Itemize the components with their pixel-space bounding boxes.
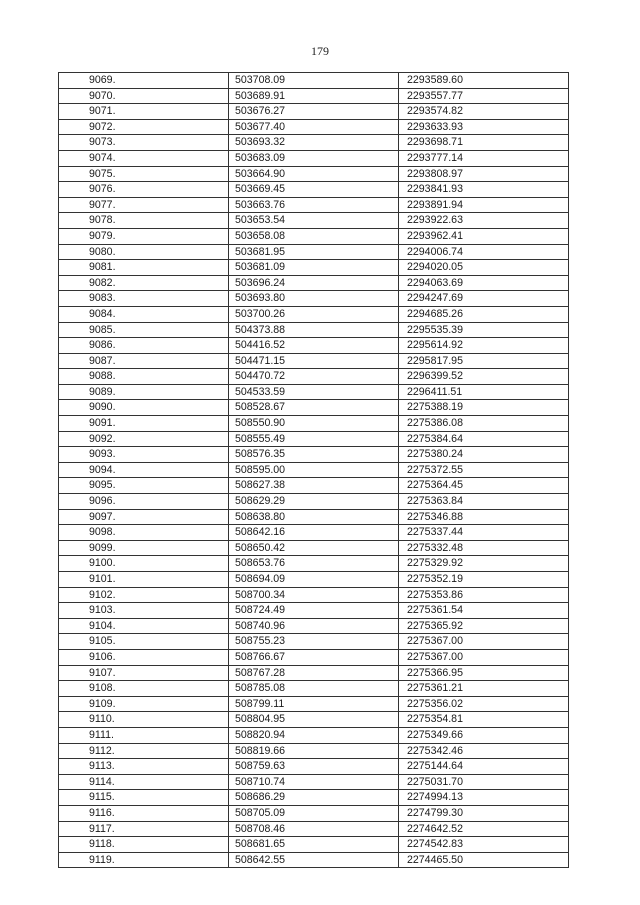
y-coordinate-cell: 2275144.64 xyxy=(399,759,569,775)
table-row xyxy=(59,634,569,650)
serial-number-cell: 9118. xyxy=(59,837,229,853)
serial-number-cell: 9069. xyxy=(59,73,229,89)
x-coordinate-cell: 508740.96 xyxy=(229,618,399,634)
table-row xyxy=(59,556,569,572)
table-row xyxy=(59,244,569,260)
x-coordinate-cell: 508820.94 xyxy=(229,727,399,743)
serial-number-cell: 9113. xyxy=(59,759,229,775)
serial-number-cell: 9083. xyxy=(59,291,229,307)
table-row xyxy=(59,790,569,806)
y-coordinate-cell: 2274542.83 xyxy=(399,837,569,853)
serial-number-cell: 9104. xyxy=(59,618,229,634)
y-coordinate-cell: 2295614.92 xyxy=(399,338,569,354)
x-coordinate-cell: 504373.88 xyxy=(229,322,399,338)
y-coordinate-cell: 2275329.92 xyxy=(399,556,569,572)
serial-number-cell: 9073. xyxy=(59,135,229,151)
y-coordinate-cell: 2293841.93 xyxy=(399,182,569,198)
serial-number-cell: 9089. xyxy=(59,384,229,400)
table-row xyxy=(59,416,569,432)
x-coordinate-cell: 503653.54 xyxy=(229,213,399,229)
y-coordinate-cell: 2294020.05 xyxy=(399,260,569,276)
serial-number-cell: 9074. xyxy=(59,150,229,166)
serial-number-cell: 9098. xyxy=(59,525,229,541)
x-coordinate-cell: 503681.09 xyxy=(229,260,399,276)
x-coordinate-cell: 508724.49 xyxy=(229,603,399,619)
table-row xyxy=(59,821,569,837)
serial-number-cell: 9102. xyxy=(59,587,229,603)
serial-number-cell: 9112. xyxy=(59,743,229,759)
y-coordinate-cell: 2293589.60 xyxy=(399,73,569,89)
y-coordinate-cell: 2293922.63 xyxy=(399,213,569,229)
y-coordinate-cell: 2275361.21 xyxy=(399,681,569,697)
table-row xyxy=(59,727,569,743)
x-coordinate-cell: 503689.91 xyxy=(229,88,399,104)
table-row xyxy=(59,759,569,775)
table-row xyxy=(59,603,569,619)
y-coordinate-cell: 2275363.84 xyxy=(399,494,569,510)
table-row xyxy=(59,852,569,868)
x-coordinate-cell: 503683.09 xyxy=(229,150,399,166)
x-coordinate-cell: 508555.49 xyxy=(229,431,399,447)
y-coordinate-cell: 2295535.39 xyxy=(399,322,569,338)
serial-number-cell: 9115. xyxy=(59,790,229,806)
table-row xyxy=(59,525,569,541)
table-row xyxy=(59,260,569,276)
serial-number-cell: 9111. xyxy=(59,727,229,743)
page-number: 179 xyxy=(311,44,329,58)
y-coordinate-cell: 2275354.81 xyxy=(399,712,569,728)
table-row xyxy=(59,837,569,853)
x-coordinate-cell: 508653.76 xyxy=(229,556,399,572)
serial-number-cell: 9100. xyxy=(59,556,229,572)
x-coordinate-cell: 503681.95 xyxy=(229,244,399,260)
y-coordinate-cell: 2275349.66 xyxy=(399,727,569,743)
table-row xyxy=(59,213,569,229)
y-coordinate-cell: 2274799.30 xyxy=(399,805,569,821)
table-row xyxy=(59,400,569,416)
table-row xyxy=(59,353,569,369)
serial-number-cell: 9116. xyxy=(59,805,229,821)
x-coordinate-cell: 503663.76 xyxy=(229,197,399,213)
y-coordinate-cell: 2275388.19 xyxy=(399,400,569,416)
y-coordinate-cell: 2274994.13 xyxy=(399,790,569,806)
table-row xyxy=(59,447,569,463)
x-coordinate-cell: 508785.08 xyxy=(229,681,399,697)
table-row xyxy=(59,88,569,104)
y-coordinate-cell: 2293698.71 xyxy=(399,135,569,151)
table-row xyxy=(59,805,569,821)
x-coordinate-cell: 504471.15 xyxy=(229,353,399,369)
y-coordinate-cell: 2293557.77 xyxy=(399,88,569,104)
y-coordinate-cell: 2275367.00 xyxy=(399,649,569,665)
x-coordinate-cell: 508550.90 xyxy=(229,416,399,432)
serial-number-cell: 9084. xyxy=(59,306,229,322)
serial-number-cell: 9119. xyxy=(59,852,229,868)
table-row xyxy=(59,774,569,790)
serial-number-cell: 9076. xyxy=(59,182,229,198)
serial-number-cell: 9108. xyxy=(59,681,229,697)
y-coordinate-cell: 2275384.64 xyxy=(399,431,569,447)
y-coordinate-cell: 2275365.92 xyxy=(399,618,569,634)
table-row xyxy=(59,166,569,182)
y-coordinate-cell: 2275346.88 xyxy=(399,509,569,525)
table-row xyxy=(59,478,569,494)
x-coordinate-cell: 508767.28 xyxy=(229,665,399,681)
coordinates-table xyxy=(58,72,569,868)
table-row xyxy=(59,494,569,510)
table-row xyxy=(59,228,569,244)
serial-number-cell: 9105. xyxy=(59,634,229,650)
table-row xyxy=(59,743,569,759)
table-row xyxy=(59,369,569,385)
y-coordinate-cell: 2293633.93 xyxy=(399,119,569,135)
y-coordinate-cell: 2275352.19 xyxy=(399,572,569,588)
x-coordinate-cell: 508799.11 xyxy=(229,696,399,712)
x-coordinate-cell: 503696.24 xyxy=(229,275,399,291)
y-coordinate-cell: 2294247.69 xyxy=(399,291,569,307)
serial-number-cell: 9071. xyxy=(59,104,229,120)
y-coordinate-cell: 2275337.44 xyxy=(399,525,569,541)
table-row xyxy=(59,73,569,89)
y-coordinate-cell: 2275356.02 xyxy=(399,696,569,712)
serial-number-cell: 9090. xyxy=(59,400,229,416)
x-coordinate-cell: 508629.29 xyxy=(229,494,399,510)
y-coordinate-cell: 2293574.82 xyxy=(399,104,569,120)
x-coordinate-cell: 508804.95 xyxy=(229,712,399,728)
serial-number-cell: 9101. xyxy=(59,572,229,588)
y-coordinate-cell: 2275372.55 xyxy=(399,462,569,478)
serial-number-cell: 9114. xyxy=(59,774,229,790)
x-coordinate-cell: 508700.34 xyxy=(229,587,399,603)
x-coordinate-cell: 503664.90 xyxy=(229,166,399,182)
x-coordinate-cell: 508694.09 xyxy=(229,572,399,588)
table-row xyxy=(59,275,569,291)
y-coordinate-cell: 2275332.48 xyxy=(399,540,569,556)
serial-number-cell: 9085. xyxy=(59,322,229,338)
table-row xyxy=(59,197,569,213)
y-coordinate-cell: 2294006.74 xyxy=(399,244,569,260)
table-row xyxy=(59,135,569,151)
y-coordinate-cell: 2293808.97 xyxy=(399,166,569,182)
y-coordinate-cell: 2275353.86 xyxy=(399,587,569,603)
serial-number-cell: 9081. xyxy=(59,260,229,276)
x-coordinate-cell: 503693.80 xyxy=(229,291,399,307)
x-coordinate-cell: 503693.32 xyxy=(229,135,399,151)
serial-number-cell: 9093. xyxy=(59,447,229,463)
x-coordinate-cell: 508766.67 xyxy=(229,649,399,665)
x-coordinate-cell: 508642.16 xyxy=(229,525,399,541)
y-coordinate-cell: 2293962.41 xyxy=(399,228,569,244)
coordinates-table-body xyxy=(59,73,569,868)
x-coordinate-cell: 508686.29 xyxy=(229,790,399,806)
x-coordinate-cell: 508627.38 xyxy=(229,478,399,494)
serial-number-cell: 9099. xyxy=(59,540,229,556)
y-coordinate-cell: 2293777.14 xyxy=(399,150,569,166)
serial-number-cell: 9091. xyxy=(59,416,229,432)
serial-number-cell: 9088. xyxy=(59,369,229,385)
serial-number-cell: 9110. xyxy=(59,712,229,728)
serial-number-cell: 9075. xyxy=(59,166,229,182)
x-coordinate-cell: 508595.00 xyxy=(229,462,399,478)
serial-number-cell: 9109. xyxy=(59,696,229,712)
y-coordinate-cell: 2275380.24 xyxy=(399,447,569,463)
y-coordinate-cell: 2275361.54 xyxy=(399,603,569,619)
y-coordinate-cell: 2275366.95 xyxy=(399,665,569,681)
x-coordinate-cell: 508681.65 xyxy=(229,837,399,853)
table-row xyxy=(59,291,569,307)
serial-number-cell: 9082. xyxy=(59,275,229,291)
x-coordinate-cell: 504470.72 xyxy=(229,369,399,385)
table-row xyxy=(59,462,569,478)
y-coordinate-cell: 2275364.45 xyxy=(399,478,569,494)
serial-number-cell: 9106. xyxy=(59,649,229,665)
serial-number-cell: 9107. xyxy=(59,665,229,681)
table-row xyxy=(59,150,569,166)
x-coordinate-cell: 508576.35 xyxy=(229,447,399,463)
y-coordinate-cell: 2275386.08 xyxy=(399,416,569,432)
serial-number-cell: 9079. xyxy=(59,228,229,244)
x-coordinate-cell: 508705.09 xyxy=(229,805,399,821)
table-row xyxy=(59,665,569,681)
table-row xyxy=(59,306,569,322)
y-coordinate-cell: 2275031.70 xyxy=(399,774,569,790)
x-coordinate-cell: 503676.27 xyxy=(229,104,399,120)
table-row xyxy=(59,712,569,728)
table-row xyxy=(59,338,569,354)
x-coordinate-cell: 508650.42 xyxy=(229,540,399,556)
y-coordinate-cell: 2294685.26 xyxy=(399,306,569,322)
x-coordinate-cell: 508528.67 xyxy=(229,400,399,416)
table-row xyxy=(59,322,569,338)
x-coordinate-cell: 508638.80 xyxy=(229,509,399,525)
x-coordinate-cell: 508759.63 xyxy=(229,759,399,775)
y-coordinate-cell: 2274642.52 xyxy=(399,821,569,837)
table-row xyxy=(59,572,569,588)
x-coordinate-cell: 508819.66 xyxy=(229,743,399,759)
table-row xyxy=(59,587,569,603)
y-coordinate-cell: 2295817.95 xyxy=(399,353,569,369)
serial-number-cell: 9103. xyxy=(59,603,229,619)
x-coordinate-cell: 503708.09 xyxy=(229,73,399,89)
x-coordinate-cell: 508642.55 xyxy=(229,852,399,868)
serial-number-cell: 9092. xyxy=(59,431,229,447)
y-coordinate-cell: 2296411.51 xyxy=(399,384,569,400)
x-coordinate-cell: 504416.52 xyxy=(229,338,399,354)
x-coordinate-cell: 508710.74 xyxy=(229,774,399,790)
serial-number-cell: 9094. xyxy=(59,462,229,478)
serial-number-cell: 9086. xyxy=(59,338,229,354)
x-coordinate-cell: 503658.08 xyxy=(229,228,399,244)
serial-number-cell: 9087. xyxy=(59,353,229,369)
table-row xyxy=(59,618,569,634)
serial-number-cell: 9117. xyxy=(59,821,229,837)
serial-number-cell: 9077. xyxy=(59,197,229,213)
x-coordinate-cell: 508755.23 xyxy=(229,634,399,650)
table-row xyxy=(59,509,569,525)
serial-number-cell: 9080. xyxy=(59,244,229,260)
table-row xyxy=(59,119,569,135)
table-row xyxy=(59,540,569,556)
table-row xyxy=(59,182,569,198)
y-coordinate-cell: 2275367.00 xyxy=(399,634,569,650)
x-coordinate-cell: 504533.59 xyxy=(229,384,399,400)
y-coordinate-cell: 2293891.94 xyxy=(399,197,569,213)
serial-number-cell: 9095. xyxy=(59,478,229,494)
x-coordinate-cell: 503700.26 xyxy=(229,306,399,322)
table-row xyxy=(59,681,569,697)
y-coordinate-cell: 2296399.52 xyxy=(399,369,569,385)
table-row xyxy=(59,384,569,400)
serial-number-cell: 9072. xyxy=(59,119,229,135)
y-coordinate-cell: 2275342.46 xyxy=(399,743,569,759)
x-coordinate-cell: 508708.46 xyxy=(229,821,399,837)
serial-number-cell: 9096. xyxy=(59,494,229,510)
y-coordinate-cell: 2274465.50 xyxy=(399,852,569,868)
x-coordinate-cell: 503669.45 xyxy=(229,182,399,198)
table-row xyxy=(59,649,569,665)
serial-number-cell: 9070. xyxy=(59,88,229,104)
table-row xyxy=(59,696,569,712)
x-coordinate-cell: 503677.40 xyxy=(229,119,399,135)
serial-number-cell: 9097. xyxy=(59,509,229,525)
y-coordinate-cell: 2294063.69 xyxy=(399,275,569,291)
serial-number-cell: 9078. xyxy=(59,213,229,229)
table-row xyxy=(59,104,569,120)
table-row xyxy=(59,431,569,447)
